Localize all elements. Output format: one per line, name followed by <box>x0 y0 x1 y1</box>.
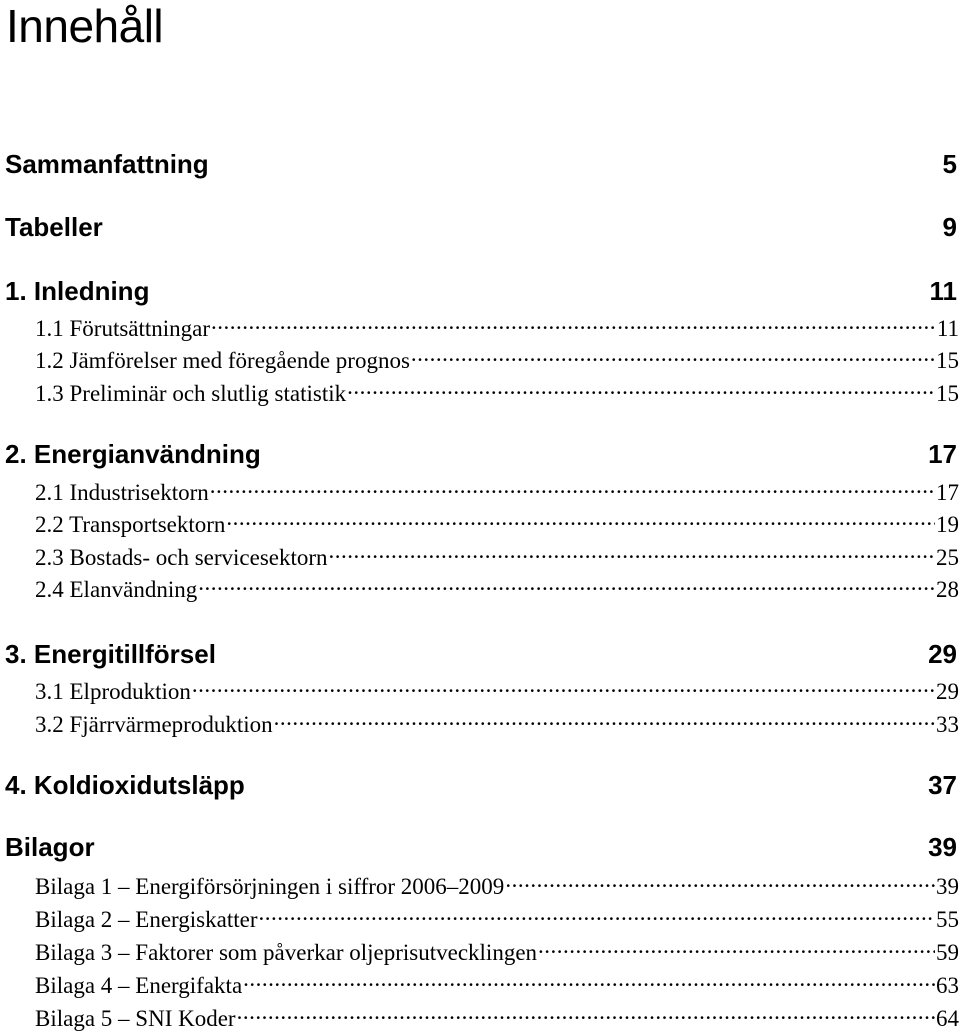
dot-leader <box>210 474 935 500</box>
toc-page-number: 59 <box>936 940 959 965</box>
dot-leader <box>259 901 936 927</box>
dot-leader <box>411 342 935 368</box>
toc-page-number: 9 <box>942 212 957 242</box>
toc-section[interactable] <box>0 769 960 801</box>
toc-page-number: 17 <box>928 439 957 469</box>
toc-page-number: 33 <box>936 712 959 737</box>
dot-leader <box>274 706 935 732</box>
toc-section[interactable] <box>0 275 960 307</box>
toc-page-number: 11 <box>929 276 957 306</box>
toc-page-number: 55 <box>936 907 959 932</box>
toc-page-number: 11 <box>936 316 959 341</box>
toc-page-number: 63 <box>936 973 959 998</box>
toc-section-title: Sammanfattning <box>5 149 209 179</box>
toc-entry[interactable] <box>0 706 960 739</box>
toc-section[interactable] <box>0 438 960 470</box>
toc-section[interactable] <box>0 211 960 243</box>
toc-entry[interactable] <box>0 342 960 375</box>
toc-page-number: 28 <box>936 577 959 602</box>
toc-page-number: 29 <box>936 679 959 704</box>
toc-page-number: 64 <box>936 1006 959 1031</box>
toc-entry[interactable] <box>0 506 960 539</box>
toc-page-number: 37 <box>928 770 957 800</box>
toc-entry-title: Bilaga 5 – SNI Koder <box>35 1006 236 1031</box>
dot-leader <box>192 673 935 699</box>
toc-entry[interactable] <box>0 868 960 901</box>
toc-entry[interactable] <box>0 571 960 604</box>
toc-entry-title: 2.1 Industrisektorn <box>35 480 209 505</box>
toc-entry-title: 1.3 Preliminär och slutlig statistik <box>35 381 347 406</box>
dot-leader <box>237 1000 935 1026</box>
toc-entry[interactable] <box>0 967 960 1000</box>
toc-entry[interactable] <box>0 901 960 934</box>
toc-page-number: 17 <box>936 480 959 505</box>
dot-leader <box>347 375 935 401</box>
toc-page-number: 39 <box>936 874 959 899</box>
toc-section-title: 3. Energitillförsel <box>5 639 216 669</box>
toc-entry-title: 2.2 Transportsektorn <box>35 512 226 537</box>
toc-entry-title: Bilaga 3 – Faktorer som påverkar oljeprisutvecklingen <box>35 940 538 965</box>
dot-leader <box>243 967 935 993</box>
toc-entry-title: 2.3 Bostads- och servicesektorn <box>35 545 328 570</box>
toc-entry[interactable] <box>0 474 960 507</box>
dot-leader <box>538 934 935 960</box>
toc-section[interactable] <box>0 831 960 863</box>
toc-entry[interactable] <box>0 539 960 572</box>
dot-leader <box>329 539 935 565</box>
toc-entry-title: 3.1 Elproduktion <box>35 679 191 704</box>
toc-entry[interactable] <box>0 934 960 967</box>
toc-entry-title: Bilaga 2 – Energiskatter <box>35 907 258 932</box>
toc-entry[interactable] <box>0 1000 960 1033</box>
toc-page-number: 15 <box>936 348 959 373</box>
toc-section-title: Tabeller <box>5 212 103 242</box>
page-title: Innehåll <box>6 0 164 52</box>
toc-entry-title: 3.2 Fjärrvärmeproduktion <box>35 712 273 737</box>
toc-page-number: 25 <box>936 545 959 570</box>
toc-entry[interactable] <box>0 673 960 706</box>
toc-page-number: 39 <box>928 832 957 862</box>
toc-section[interactable] <box>0 148 960 180</box>
toc-entry-title: 1.2 Jämförelser med föregående prognos <box>35 348 410 373</box>
dot-leader <box>505 868 935 894</box>
dot-leader <box>211 310 936 336</box>
toc-section-title: 1. Inledning <box>5 276 150 306</box>
dot-leader <box>226 506 935 532</box>
toc-page-number: 19 <box>936 512 959 537</box>
toc-section-title: Bilagor <box>5 832 95 862</box>
toc-entry[interactable] <box>0 375 960 408</box>
toc-entry[interactable] <box>0 310 960 343</box>
toc-section-title: 2. Energianvändning <box>5 439 261 469</box>
toc-entry-title: Bilaga 4 – Energifakta <box>35 973 243 998</box>
toc-section-title: 4. Koldioxidutsläpp <box>5 770 245 800</box>
dot-leader <box>198 571 935 597</box>
toc-section[interactable] <box>0 638 960 670</box>
toc-entry-title: Bilaga 1 – Energiförsörjningen i siffror 2006–2009 <box>35 874 505 899</box>
toc-entry-title: 1.1 Förutsättningar <box>35 316 211 341</box>
toc-page-number: 5 <box>942 149 957 179</box>
toc-page-number: 29 <box>928 639 957 669</box>
toc-page-number: 15 <box>936 381 959 406</box>
toc-entry-title: 2.4 Elanvändning <box>35 577 198 602</box>
